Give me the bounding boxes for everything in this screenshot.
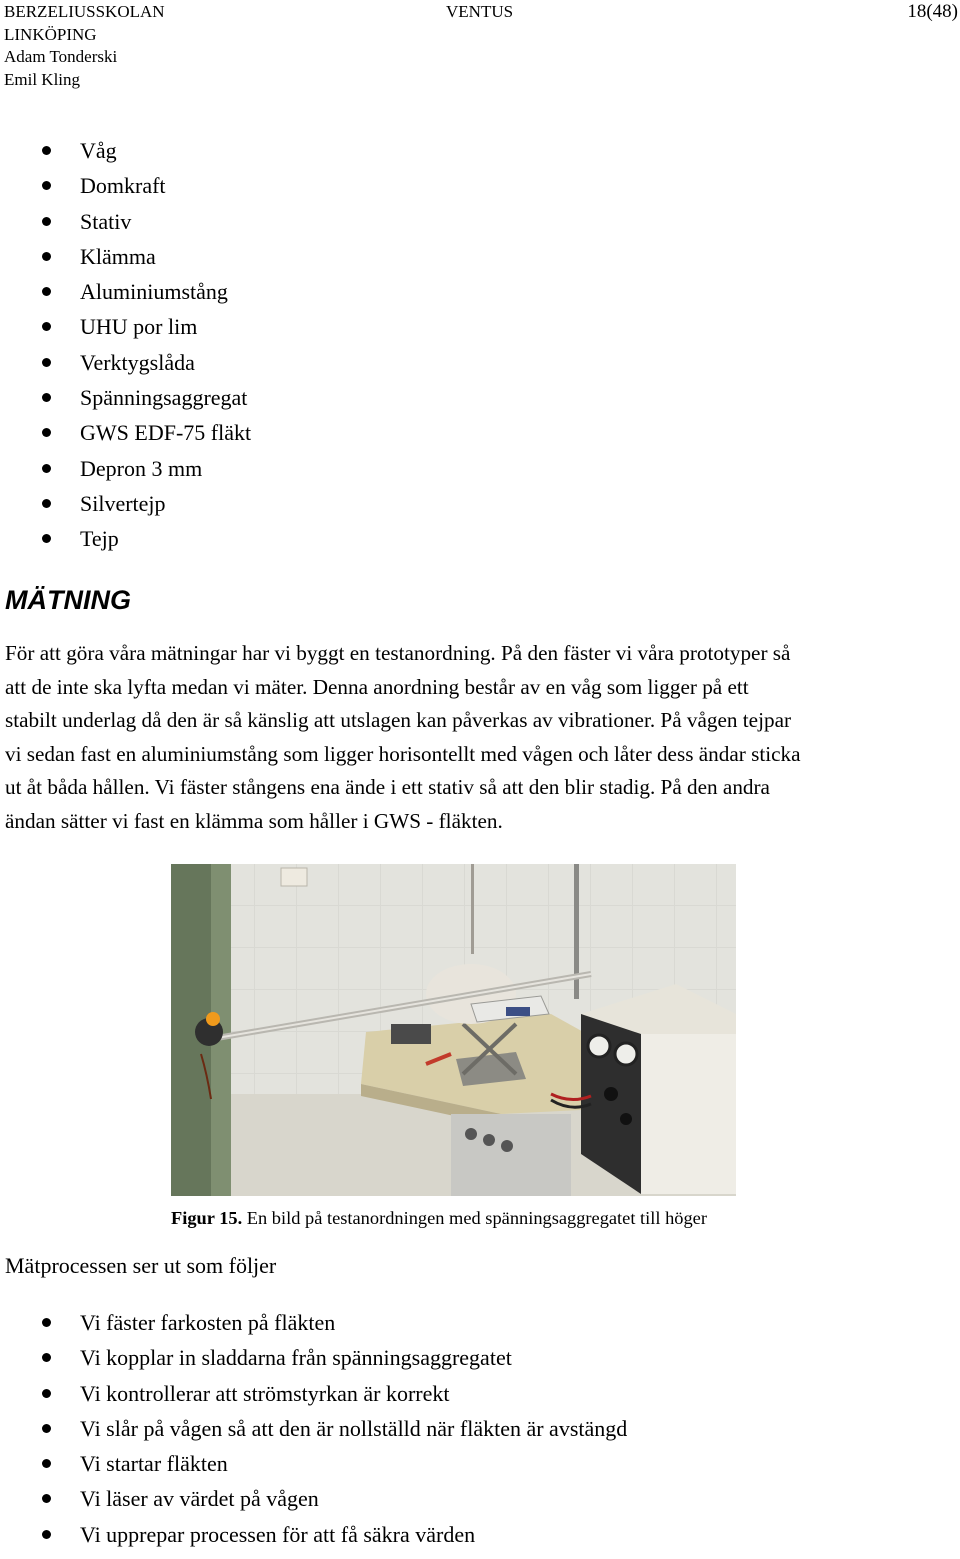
process-intro: Mätprocessen ser ut som följer [5,1253,277,1278]
paragraph-line: att de inte ska lyfta medan vi mäter. Denna anordning består av en våg som ligger på ett [5,674,749,699]
list-item: Silvertejp [0,493,251,528]
list-item: Vi fäster farkosten på fläkten [0,1312,627,1347]
bullet-icon [42,1494,51,1503]
bullet-icon [42,217,51,226]
bullet-icon [42,252,51,261]
bullet-icon [42,181,51,190]
author-2: Emil Kling [4,69,81,89]
paragraph-line: stabilt underlag då den är så känslig att utslagen kan påverkas av vibrationer. På vågen tejpar [5,708,792,732]
bullet-icon [42,287,51,296]
list-item: Aluminiumstång [0,281,251,316]
header-left [4,1,165,91]
bullet-icon [42,1530,51,1539]
list-item: Verktygslåda [0,352,251,387]
process-steps-list [0,1312,627,1559]
bullet-icon [42,1318,51,1327]
bullet-icon [42,464,51,473]
paragraph-line: vi sedan fast en aluminiumstång som ligger horisontellt med vågen och låter dess ändar sticka [5,741,801,766]
list-item: Vi startar fläkten [0,1453,627,1488]
bullet-icon [42,322,51,331]
school-name: BERZELIUSSKOLAN [4,2,165,21]
figure-text: En bild på testanordningen med spänningsaggregatet till höger [242,1208,707,1228]
paragraph-line: ändan sätter vi fast en klämma som håller i GWS - fläkten. [5,808,503,833]
list-item: GWS EDF-75 fläkt [0,422,251,457]
bullet-icon [42,1424,51,1433]
paragraph-line: För att göra våra mätningar har vi byggt en testanordning. På den fäster vi våra prototyper så [5,641,791,665]
figure-label: Figur 15. [171,1208,243,1228]
bullet-icon [42,393,51,402]
bullet-icon [42,499,51,508]
paragraph-line: ut åt båda hållen. Vi fäster stångens ena ände i ett stativ så att den blir stadig. På den andra [5,775,770,799]
author-1: Adam Tonderski [4,47,118,66]
city-name: LINKÖPING [4,24,97,44]
list-item: UHU por lim [0,316,251,351]
list-item: Stativ [0,211,251,246]
list-item: Domkraft [0,175,251,210]
section-heading: MÄTNING [5,585,131,615]
list-item: Vi slår på vågen så att den är nollställd när fläkten är avstängd [0,1418,627,1453]
list-item: Vi läser av värdet på vågen [0,1488,627,1523]
list-item: Depron 3 mm [0,458,251,493]
bullet-icon [42,534,51,543]
bullet-icon [42,358,51,367]
body-paragraph [5,637,960,838]
page-number: 18(48) [907,1,958,22]
list-item: Vi kontrollerar att strömstyrkan är korrekt [0,1383,627,1418]
test-rig-photo [171,864,736,1196]
bullet-icon [42,1459,51,1468]
bullet-icon [42,1353,51,1362]
bullet-icon [42,1389,51,1398]
materials-list [0,140,251,564]
list-item: Klämma [0,246,251,281]
list-item: Vi kopplar in sladdarna från spänningsaggregatet [0,1347,627,1382]
list-item: Tejp [0,528,251,563]
figure-caption [171,1207,707,1229]
photo-illustration [171,864,736,1196]
bullet-icon [42,146,51,155]
project-name: VENTUS [446,2,514,21]
list-item: Våg [0,140,251,175]
bullet-icon [42,428,51,437]
list-item: Spänningsaggregat [0,387,251,422]
list-item: Vi upprepar processen för att få säkra värden [0,1524,627,1559]
